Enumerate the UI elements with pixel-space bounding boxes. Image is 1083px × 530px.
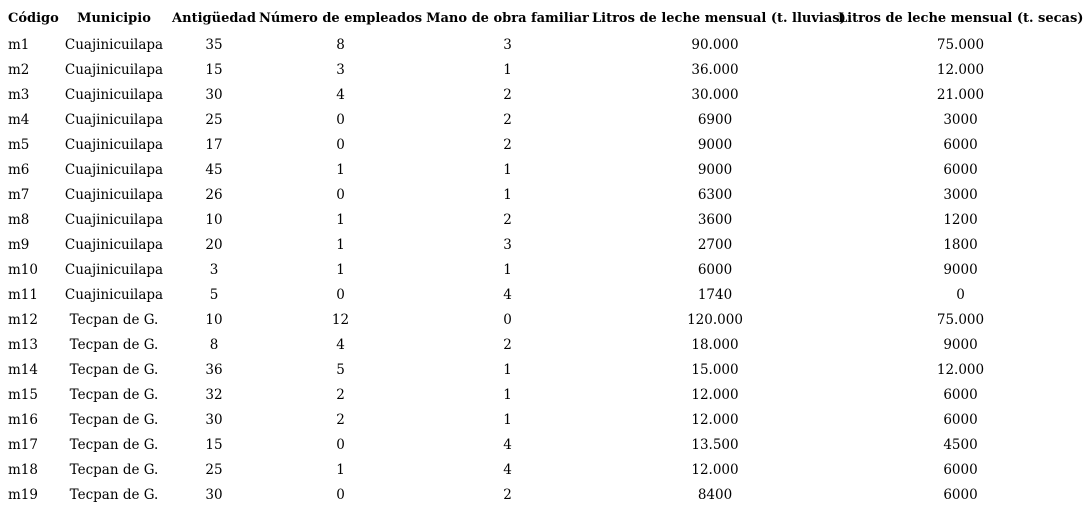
cell-litros-secas: 6000 <box>943 486 978 503</box>
header-mano-obra-familiar: Mano de obra familiar <box>426 11 589 26</box>
cell-numero-empleados: 0 <box>336 136 345 153</box>
header-codigo: Código <box>8 11 59 26</box>
table-row <box>0 432 1083 457</box>
cell-litros-lluvias: 8400 <box>697 486 733 503</box>
cell-litros-lluvias: 6300 <box>697 186 733 203</box>
table-row <box>0 157 1083 182</box>
cell-municipio: Cuajinicuilapa <box>64 286 164 303</box>
table-row <box>0 32 1083 57</box>
cell-mano-obra-familiar: 2 <box>503 111 512 128</box>
cell-numero-empleados: 1 <box>336 161 345 178</box>
cell-litros-lluvias: 2700 <box>697 236 733 253</box>
cell-municipio: Cuajinicuilapa <box>64 186 164 203</box>
cell-antiguedad: 25 <box>205 111 223 128</box>
table-row <box>0 132 1083 157</box>
cell-litros-lluvias: 120.000 <box>687 311 743 328</box>
cell-litros-lluvias: 30.000 <box>691 86 739 103</box>
table-row <box>0 82 1083 107</box>
header-row <box>0 5 1083 32</box>
cell-litros-lluvias: 12.000 <box>691 461 739 478</box>
cell-mano-obra-familiar: 2 <box>503 336 512 353</box>
cell-litros-secas: 3000 <box>943 186 978 203</box>
header-litros-secas: Litros de leche mensual (t. secas) <box>838 11 1083 26</box>
cell-mano-obra-familiar: 1 <box>503 186 512 203</box>
cell-litros-secas: 6000 <box>943 461 978 478</box>
cell-litros-lluvias: 15.000 <box>691 361 739 378</box>
cell-municipio: Cuajinicuilapa <box>64 61 164 78</box>
cell-codigo: m2 <box>8 61 30 78</box>
cell-antiguedad: 30 <box>205 86 223 103</box>
cell-litros-lluvias: 9000 <box>697 161 733 178</box>
cell-litros-secas: 12.000 <box>936 61 985 78</box>
cell-litros-secas: 1200 <box>943 211 978 228</box>
cell-litros-secas: 21.000 <box>936 86 985 103</box>
table-row <box>0 407 1083 432</box>
header-litros-lluvias: Litros de leche mensual (t. lluvias) <box>592 11 846 26</box>
cell-municipio: Cuajinicuilapa <box>64 111 164 128</box>
cell-litros-secas: 4500 <box>943 436 978 453</box>
cell-numero-empleados: 4 <box>336 336 345 353</box>
table-row <box>0 257 1083 282</box>
cell-litros-secas: 3000 <box>943 111 978 128</box>
cell-codigo: m18 <box>8 461 38 478</box>
cell-mano-obra-familiar: 1 <box>503 161 512 178</box>
cell-numero-empleados: 0 <box>336 186 345 203</box>
cell-litros-lluvias: 3600 <box>697 211 733 228</box>
cell-codigo: m9 <box>8 236 30 253</box>
table-header <box>0 5 1083 32</box>
cell-litros-lluvias: 90.000 <box>691 36 739 53</box>
cell-municipio: Tecpan de G. <box>69 486 159 503</box>
cell-codigo: m17 <box>8 436 38 453</box>
cell-litros-lluvias: 18.000 <box>691 336 739 353</box>
cell-antiguedad: 5 <box>209 286 219 303</box>
cell-litros-lluvias: 6000 <box>697 261 733 278</box>
cell-numero-empleados: 1 <box>336 211 345 228</box>
cell-litros-secas: 6000 <box>943 161 978 178</box>
cell-municipio: Tecpan de G. <box>69 386 159 403</box>
table-body <box>0 32 1083 507</box>
cell-antiguedad: 17 <box>205 136 223 153</box>
cell-codigo: m14 <box>8 361 38 378</box>
cell-mano-obra-familiar: 1 <box>503 261 512 278</box>
cell-litros-secas: 6000 <box>943 136 978 153</box>
table-row <box>0 457 1083 482</box>
cell-numero-empleados: 5 <box>336 361 345 378</box>
cell-codigo: m7 <box>8 186 30 203</box>
cell-numero-empleados: 0 <box>336 111 345 128</box>
cell-municipio: Tecpan de G. <box>69 436 159 453</box>
cell-litros-secas: 9000 <box>943 261 978 278</box>
cell-mano-obra-familiar: 3 <box>503 236 512 253</box>
cell-antiguedad: 35 <box>205 36 223 53</box>
cell-codigo: m15 <box>8 386 38 403</box>
cell-municipio: Cuajinicuilapa <box>64 236 164 253</box>
cell-codigo: m19 <box>8 486 38 503</box>
cell-municipio: Cuajinicuilapa <box>64 161 164 178</box>
table-row <box>0 107 1083 132</box>
table-row <box>0 332 1083 357</box>
cell-municipio: Tecpan de G. <box>69 361 159 378</box>
cell-litros-lluvias: 13.500 <box>691 436 739 453</box>
cell-litros-lluvias: 9000 <box>697 136 733 153</box>
cell-numero-empleados: 3 <box>336 61 345 78</box>
cell-litros-secas: 75.000 <box>936 311 985 328</box>
cell-antiguedad: 8 <box>209 336 219 353</box>
cell-numero-empleados: 2 <box>336 386 345 403</box>
cell-codigo: m4 <box>8 111 30 128</box>
table-row <box>0 307 1083 332</box>
cell-mano-obra-familiar: 2 <box>503 486 512 503</box>
cell-antiguedad: 15 <box>205 436 223 453</box>
cell-numero-empleados: 0 <box>336 436 345 453</box>
cell-litros-lluvias: 12.000 <box>691 386 739 403</box>
cell-numero-empleados: 8 <box>336 36 345 53</box>
cell-numero-empleados: 4 <box>336 86 345 103</box>
cell-codigo: m1 <box>8 36 30 53</box>
table-row <box>0 207 1083 232</box>
cell-mano-obra-familiar: 2 <box>503 211 512 228</box>
cell-numero-empleados: 1 <box>336 236 345 253</box>
table-row <box>0 482 1083 507</box>
table-row <box>0 282 1083 307</box>
table-row <box>0 57 1083 82</box>
cell-mano-obra-familiar: 1 <box>503 386 512 403</box>
cell-codigo: m3 <box>8 86 30 103</box>
cell-litros-secas: 0 <box>956 286 965 303</box>
cell-mano-obra-familiar: 1 <box>503 61 512 78</box>
cell-litros-secas: 75.000 <box>936 36 985 53</box>
cell-numero-empleados: 1 <box>336 461 345 478</box>
cell-mano-obra-familiar: 4 <box>503 461 512 478</box>
cell-litros-secas: 6000 <box>943 411 978 428</box>
cell-mano-obra-familiar: 1 <box>503 411 512 428</box>
cell-municipio: Cuajinicuilapa <box>64 261 164 278</box>
cell-mano-obra-familiar: 2 <box>503 136 512 153</box>
cell-codigo: m11 <box>8 286 38 303</box>
cell-litros-lluvias: 36.000 <box>691 61 739 78</box>
cell-municipio: Tecpan de G. <box>69 336 159 353</box>
cell-mano-obra-familiar: 1 <box>503 361 512 378</box>
cell-codigo: m5 <box>8 136 30 153</box>
cell-mano-obra-familiar: 3 <box>503 36 512 53</box>
cell-litros-lluvias: 12.000 <box>691 411 739 428</box>
cell-codigo: m10 <box>8 261 38 278</box>
cell-litros-secas: 6000 <box>943 386 978 403</box>
header-numero-empleados: Número de empleados <box>258 11 423 26</box>
cell-municipio: Cuajinicuilapa <box>64 36 164 53</box>
cell-antiguedad: 15 <box>205 61 223 78</box>
cell-litros-secas: 1800 <box>943 236 978 253</box>
header-municipio: Municipio <box>77 11 151 26</box>
cell-mano-obra-familiar: 0 <box>503 311 512 328</box>
cell-codigo: m12 <box>8 311 38 328</box>
cell-municipio: Tecpan de G. <box>69 411 159 428</box>
table-row <box>0 232 1083 257</box>
header-antiguedad: Antigüedad <box>172 11 256 26</box>
cell-litros-lluvias: 1740 <box>697 286 733 303</box>
cell-antiguedad: 3 <box>209 261 219 278</box>
cell-codigo: m16 <box>8 411 38 428</box>
cell-antiguedad: 30 <box>205 486 223 503</box>
cell-antiguedad: 32 <box>205 386 223 403</box>
cell-municipio: Tecpan de G. <box>69 311 159 328</box>
cell-litros-lluvias: 6900 <box>697 111 733 128</box>
cell-numero-empleados: 0 <box>336 286 345 303</box>
cell-antiguedad: 36 <box>205 361 223 378</box>
cell-numero-empleados: 1 <box>336 261 345 278</box>
data-table-container <box>0 5 1083 530</box>
cell-antiguedad: 20 <box>205 236 223 253</box>
dairy-farms-table <box>0 5 1083 507</box>
cell-litros-secas: 12.000 <box>936 361 985 378</box>
cell-antiguedad: 45 <box>205 161 223 178</box>
cell-numero-empleados: 12 <box>331 311 350 328</box>
cell-codigo: m6 <box>8 161 30 178</box>
cell-antiguedad: 25 <box>205 461 223 478</box>
cell-antiguedad: 26 <box>205 186 223 203</box>
cell-municipio: Cuajinicuilapa <box>64 211 164 228</box>
cell-municipio: Cuajinicuilapa <box>64 136 164 153</box>
cell-municipio: Cuajinicuilapa <box>64 86 164 103</box>
cell-antiguedad: 30 <box>205 411 223 428</box>
table-row <box>0 382 1083 407</box>
table-row <box>0 182 1083 207</box>
cell-mano-obra-familiar: 2 <box>503 86 512 103</box>
cell-codigo: m13 <box>8 336 38 353</box>
cell-municipio: Tecpan de G. <box>69 461 159 478</box>
cell-antiguedad: 10 <box>205 311 223 328</box>
table-row <box>0 357 1083 382</box>
cell-numero-empleados: 2 <box>336 411 345 428</box>
cell-numero-empleados: 0 <box>336 486 345 503</box>
cell-antiguedad: 10 <box>205 211 223 228</box>
cell-codigo: m8 <box>8 211 30 228</box>
cell-mano-obra-familiar: 4 <box>503 286 512 303</box>
cell-mano-obra-familiar: 4 <box>503 436 512 453</box>
cell-litros-secas: 9000 <box>943 336 978 353</box>
